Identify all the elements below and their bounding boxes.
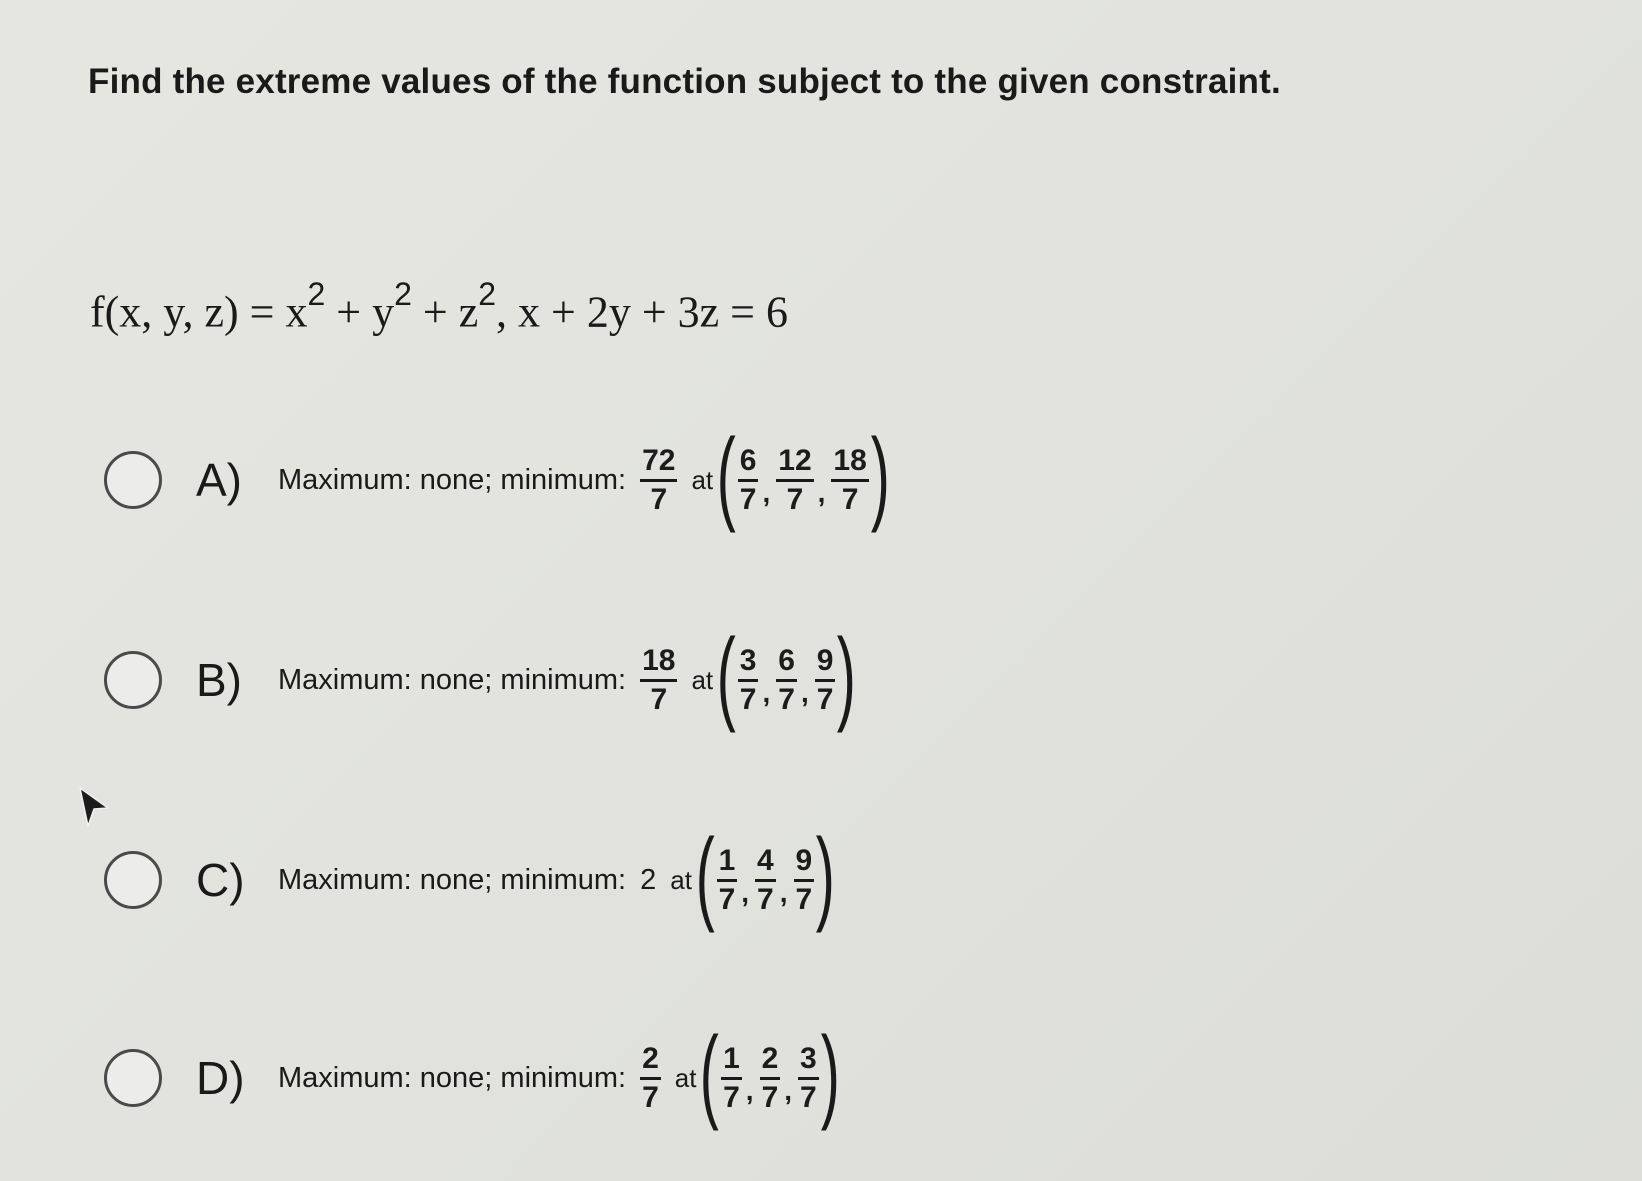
close-paren: ) bbox=[870, 418, 890, 534]
at-label-b: at bbox=[691, 664, 714, 695]
at-label-c: at bbox=[670, 864, 692, 895]
point-y bbox=[776, 445, 813, 515]
close-paren: ) bbox=[815, 818, 836, 934]
radio-button-b[interactable] bbox=[104, 651, 162, 709]
equation-constraint: , x + 2y + 3z = 6 bbox=[496, 287, 788, 337]
fraction-denominator: 7 bbox=[723, 1080, 740, 1114]
point-z bbox=[815, 645, 836, 715]
option-letter-c: C) bbox=[196, 854, 245, 906]
fraction-denominator: 7 bbox=[786, 482, 804, 516]
option-text-d: Maximum: none; minimum: bbox=[278, 1061, 627, 1094]
fraction-denominator: 7 bbox=[642, 1080, 659, 1114]
comma: , bbox=[762, 477, 771, 508]
point-y bbox=[760, 1043, 781, 1113]
answer-option-b[interactable] bbox=[104, 618, 857, 740]
fraction-numerator: 3 bbox=[798, 1043, 819, 1080]
fraction-denominator: 7 bbox=[800, 1080, 817, 1114]
minimum-value-b bbox=[640, 645, 677, 715]
radio-button-d[interactable] bbox=[104, 1049, 162, 1107]
comma: , bbox=[762, 677, 771, 708]
mouse-pointer-icon bbox=[72, 786, 112, 830]
fraction-denominator: 7 bbox=[816, 682, 834, 716]
minimum-value-c: 2 bbox=[640, 863, 657, 896]
point-a bbox=[716, 418, 890, 534]
point-y bbox=[755, 845, 776, 915]
fraction-denominator: 7 bbox=[718, 882, 736, 916]
point-x bbox=[721, 1043, 742, 1113]
fraction-denominator: 7 bbox=[778, 682, 795, 716]
fraction-numerator: 4 bbox=[755, 845, 776, 882]
comma: , bbox=[784, 1075, 793, 1106]
comma: , bbox=[741, 877, 750, 908]
comma: , bbox=[745, 1075, 754, 1106]
point-c bbox=[695, 818, 836, 934]
fraction-numerator: 6 bbox=[776, 645, 797, 682]
fraction-numerator: 18 bbox=[831, 445, 868, 482]
option-letter-b: B) bbox=[196, 654, 242, 706]
open-paren: ( bbox=[716, 618, 737, 734]
comma: , bbox=[779, 877, 788, 908]
fraction-denominator: 7 bbox=[795, 882, 813, 916]
point-x bbox=[738, 445, 759, 515]
comma: , bbox=[817, 477, 826, 508]
question-text: Find the extreme values of the function subject to the given constraint. bbox=[88, 62, 1281, 101]
option-letter-a: A) bbox=[196, 454, 242, 506]
fraction-denominator: 7 bbox=[739, 482, 757, 516]
equation-plus-y: + y bbox=[325, 287, 395, 337]
fraction-numerator: 9 bbox=[794, 845, 815, 882]
open-paren: ( bbox=[716, 418, 737, 534]
open-paren: ( bbox=[695, 818, 715, 934]
minimum-value-d bbox=[640, 1043, 661, 1113]
at-label-d: at bbox=[674, 1062, 697, 1093]
fraction-numerator: 2 bbox=[640, 1043, 661, 1080]
radio-button-c[interactable] bbox=[104, 851, 162, 909]
equation-lhs: f(x, y, z) = x bbox=[90, 287, 308, 337]
answer-option-c[interactable] bbox=[104, 818, 836, 940]
minimum-value-a bbox=[640, 445, 677, 515]
answer-option-d[interactable] bbox=[104, 1016, 840, 1138]
radio-button-a[interactable] bbox=[104, 451, 162, 509]
point-z bbox=[794, 845, 815, 915]
point-y bbox=[776, 645, 797, 715]
option-text-c: Maximum: none; minimum: bbox=[278, 863, 627, 896]
fraction-denominator: 7 bbox=[757, 882, 774, 916]
close-paren: ) bbox=[837, 618, 857, 734]
fraction-denominator: 7 bbox=[650, 482, 668, 516]
fraction-numerator: 9 bbox=[815, 645, 836, 682]
point-x bbox=[738, 645, 759, 715]
exponent-z: 2 bbox=[478, 276, 497, 312]
point-b bbox=[716, 618, 857, 734]
open-paren: ( bbox=[700, 1016, 720, 1132]
exponent-y: 2 bbox=[394, 276, 412, 312]
point-z bbox=[831, 445, 868, 515]
fraction-numerator: 6 bbox=[738, 445, 759, 482]
fraction-numerator: 2 bbox=[760, 1043, 781, 1080]
point-x bbox=[717, 845, 738, 915]
fraction-denominator: 7 bbox=[650, 682, 668, 716]
fraction-numerator: 1 bbox=[721, 1043, 742, 1080]
fraction-denominator: 7 bbox=[761, 1080, 779, 1114]
equation-plus-z: + z bbox=[411, 287, 479, 337]
fraction-denominator: 7 bbox=[739, 682, 757, 716]
fraction-numerator: 72 bbox=[640, 445, 677, 482]
fraction-numerator: 3 bbox=[738, 645, 759, 682]
fraction-numerator: 18 bbox=[640, 645, 677, 682]
at-label-a: at bbox=[691, 464, 714, 495]
function-equation bbox=[90, 276, 788, 338]
option-text-b: Maximum: none; minimum: bbox=[278, 663, 627, 696]
exponent-x: 2 bbox=[307, 276, 326, 312]
fraction-numerator: 1 bbox=[717, 845, 738, 882]
point-d bbox=[700, 1016, 840, 1132]
point-z bbox=[798, 1043, 819, 1113]
close-paren: ) bbox=[820, 1016, 840, 1132]
comma: , bbox=[800, 677, 809, 708]
option-letter-d: D) bbox=[196, 1052, 245, 1104]
fraction-denominator: 7 bbox=[841, 482, 859, 516]
option-text-a: Maximum: none; minimum: bbox=[278, 463, 627, 496]
fraction-numerator: 12 bbox=[776, 445, 813, 482]
answer-option-a[interactable] bbox=[104, 418, 890, 540]
